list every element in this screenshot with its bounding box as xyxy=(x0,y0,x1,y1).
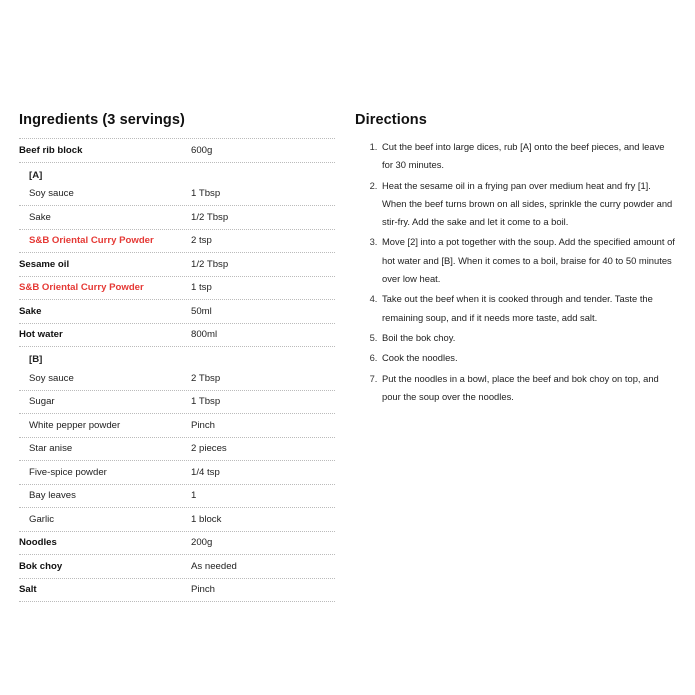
ingredient-row xyxy=(19,555,335,579)
ingredient-name: Garlic xyxy=(29,513,55,525)
ingredient-qty: 1/4 tsp xyxy=(191,466,220,478)
ingredient-qty: As needed xyxy=(191,560,237,572)
group-label: [B] xyxy=(29,354,43,365)
ingredient-qty: 2 Tbsp xyxy=(191,372,221,384)
ingredient-row xyxy=(19,579,335,603)
direction-step: 4. Take out the beef when it is cooked through and tender. Taste the remaining soup, and if it needs more taste, add salt. xyxy=(380,290,675,327)
ingredient-qty: Pinch xyxy=(191,584,215,596)
ingredient-qty: Pinch xyxy=(191,419,215,431)
ingredient-qty: 1 Tbsp xyxy=(191,188,221,200)
ingredient-row xyxy=(19,183,335,207)
ingredient-qty: 2 tsp xyxy=(191,235,212,247)
ingredient-qty: 50ml xyxy=(191,305,212,317)
ingredient-name: Hot water xyxy=(19,329,63,341)
ingredient-row xyxy=(19,206,335,230)
ingredient-row xyxy=(19,300,335,324)
ingredient-name: Salt xyxy=(19,584,37,596)
ingredient-qty: 1 Tbsp xyxy=(191,396,221,408)
ingredients-section xyxy=(19,112,335,602)
ingredient-group-b xyxy=(19,347,335,532)
ingredient-row xyxy=(19,139,335,163)
ingredient-row xyxy=(19,324,335,348)
ingredients-list xyxy=(19,138,335,602)
ingredient-row xyxy=(19,508,335,531)
ingredient-row xyxy=(19,485,335,509)
ingredient-row xyxy=(19,532,335,556)
ingredient-name: White pepper powder xyxy=(29,419,121,431)
direction-step: 5. Boil the bok choy. xyxy=(380,329,675,347)
ingredient-name: Bok choy xyxy=(19,560,63,572)
ingredient-row xyxy=(19,230,335,253)
ingredients-title: Ingredients (3 servings) xyxy=(19,112,185,128)
ingredient-name: Soy sauce xyxy=(29,372,74,384)
ingredient-qty: 1/2 Tbsp xyxy=(191,258,229,270)
ingredient-name-link[interactable]: S&B Oriental Curry Powder xyxy=(19,282,144,294)
ingredient-qty: 800ml xyxy=(191,329,218,341)
direction-step: 3. Move [2] into a pot together with the soup. Add the specified amount of hot water and [B]. When it comes to a boil, braise for 40 to 50 minutes over low heat. xyxy=(380,233,675,288)
ingredient-group-a xyxy=(19,163,335,254)
ingredient-name: Sake xyxy=(19,305,42,317)
ingredient-row xyxy=(19,277,335,301)
ingredient-row xyxy=(19,438,335,462)
directions-list xyxy=(355,138,675,406)
ingredient-qty: 1 block xyxy=(191,513,222,525)
directions-title: Directions xyxy=(355,112,427,128)
ingredient-row xyxy=(19,367,335,391)
ingredient-name: Five-spice powder xyxy=(29,466,107,478)
direction-step: 6. Cook the noodles. xyxy=(380,349,675,367)
ingredient-name: Sake xyxy=(29,211,51,223)
ingredient-name: Star anise xyxy=(29,443,73,455)
ingredient-name: Sugar xyxy=(29,396,55,408)
ingredient-name: Sesame oil xyxy=(19,258,70,270)
direction-step: 7. Put the noodles in a bowl, place the beef and bok choy on top, and pour the soup over the noodles. xyxy=(380,370,675,407)
ingredient-name-link[interactable]: S&B Oriental Curry Powder xyxy=(29,235,154,247)
ingredient-name: Soy sauce xyxy=(29,188,74,200)
directions-section xyxy=(355,112,675,408)
ingredient-name: Beef rib block xyxy=(19,144,83,156)
ingredient-row xyxy=(19,414,335,438)
ingredient-row xyxy=(19,391,335,415)
ingredient-row xyxy=(19,461,335,485)
ingredient-qty: 1/2 Tbsp xyxy=(191,211,229,223)
ingredient-qty: 200g xyxy=(191,537,213,549)
ingredient-row xyxy=(19,253,335,277)
direction-step: 2. Heat the sesame oil in a frying pan over medium heat and fry [1]. When the beef turns brown on all sides, sprinkle the curry powder and stir-fry. Add the sake and let it come to a boil. xyxy=(380,177,675,232)
ingredient-qty: 600g xyxy=(191,144,213,156)
ingredient-qty: 2 pieces xyxy=(191,443,227,455)
ingredient-name: Bay leaves xyxy=(29,490,76,502)
direction-step: 1. Cut the beef into large dices, rub [A] onto the beef pieces, and leave for 30 minutes. xyxy=(380,138,675,175)
group-label: [A] xyxy=(29,169,43,181)
ingredient-name: Noodles xyxy=(19,537,57,549)
ingredient-qty: 1 xyxy=(191,490,197,502)
ingredient-qty: 1 tsp xyxy=(191,282,212,294)
